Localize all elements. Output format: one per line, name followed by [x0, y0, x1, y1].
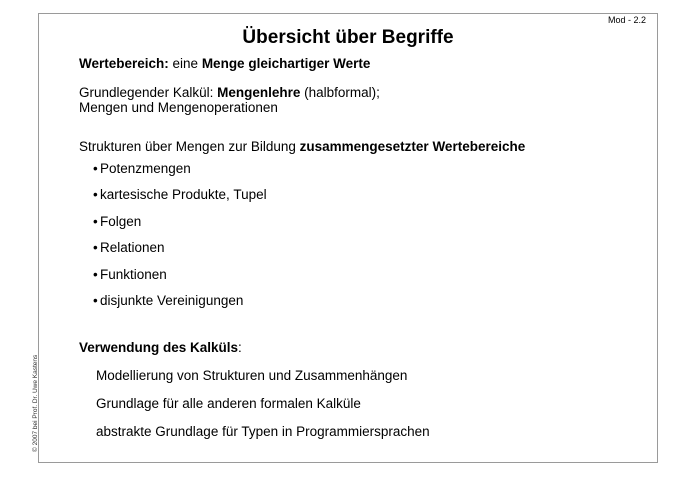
- list-item: • Funktionen: [93, 267, 167, 282]
- wertebereich-term: Wertebereich:: [79, 56, 169, 71]
- page-number: Mod - 2.2: [607, 15, 646, 25]
- list-item: • Potenzmengen: [93, 161, 191, 176]
- strukturen-prefix: Strukturen über Mengen zur Bildung: [79, 139, 300, 154]
- list-item: Modellierung von Strukturen und Zusammenhängen: [96, 368, 408, 383]
- kalkuel-emph: Mengenlehre: [217, 85, 301, 100]
- kalkuel-prefix: Grundlegender Kalkül:: [79, 85, 218, 100]
- wertebereich-text: eine: [168, 56, 202, 71]
- copyright-note: © 2007 bei Prof. Dr. Uwe Kastens: [32, 354, 39, 452]
- page-title: Übersicht über Begriffe: [242, 27, 454, 48]
- kalkuel-suffix: (halbformal);: [300, 85, 380, 100]
- strukturen-emph: zusammengesetzter Wertebereiche: [299, 139, 526, 154]
- bullet-icon: •: [93, 293, 98, 308]
- list-item: abstrakte Grundlage für Typen in Programmiersprachen: [96, 424, 430, 439]
- kalkuel-line-2: Mengen und Mengenoperationen: [79, 100, 278, 115]
- wertebereich-line: [79, 56, 370, 71]
- bullet-icon: •: [93, 267, 98, 282]
- wertebereich-emph: Menge gleichartiger Werte: [201, 56, 371, 71]
- list-item: • kartesische Produkte, Tupel: [93, 187, 267, 202]
- list-item: • disjunkte Vereinigungen: [93, 293, 244, 308]
- verwendung-heading: Verwendung des Kalküls:: [79, 340, 242, 355]
- list-item: • Relationen: [93, 240, 165, 255]
- bullet-icon: •: [93, 187, 98, 202]
- bullet-icon: •: [93, 240, 98, 255]
- kalkuel-line: [79, 85, 380, 100]
- bullet-icon: •: [93, 214, 98, 229]
- list-item: • Folgen: [93, 214, 142, 229]
- strukturen-line: [79, 139, 525, 154]
- bullet-icon: •: [93, 161, 98, 176]
- list-item: Grundlage für alle anderen formalen Kalküle: [96, 396, 361, 411]
